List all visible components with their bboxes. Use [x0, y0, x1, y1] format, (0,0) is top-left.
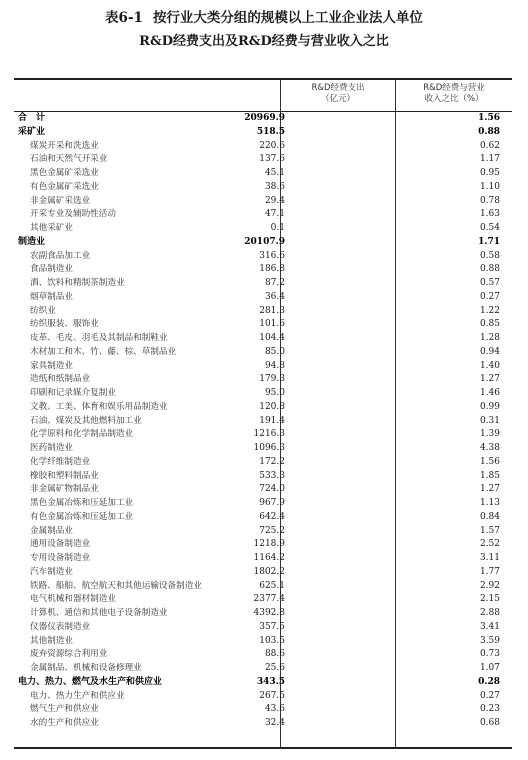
row-rd-ratio: 0.95 — [479, 168, 500, 178]
row-rd-ratio: 2.92 — [479, 580, 500, 591]
row-rd-ratio: 0.57 — [479, 278, 500, 288]
column-header-rd-expenditure-line2: （亿元） — [320, 94, 355, 104]
row-rd-ratio: 0.62 — [479, 140, 500, 151]
row-rd-expenditure: 103.5 — [259, 635, 285, 646]
row-rd-expenditure: 4392.8 — [253, 608, 285, 618]
row-industry-name: 汽车制造业 — [30, 566, 73, 577]
row-rd-ratio: 0.58 — [479, 250, 500, 261]
row-industry-name: 电力、热力生产和供应业 — [30, 690, 125, 701]
row-rd-expenditure: 725.2 — [259, 525, 285, 536]
row-rd-ratio: 1.56 — [478, 113, 500, 123]
table-row — [14, 511, 512, 525]
row-rd-expenditure: 1096.3 — [253, 443, 285, 453]
row-rd-expenditure: 47.1 — [264, 209, 285, 220]
row-industry-name: 造纸和纸制品业 — [30, 374, 91, 385]
row-rd-expenditure: 1802.2 — [253, 566, 285, 577]
row-industry-name: 有色金属矿采选业 — [30, 181, 99, 192]
table-row — [14, 717, 512, 731]
row-rd-expenditure: 87.2 — [264, 278, 285, 288]
row-rd-ratio: 0.23 — [479, 704, 500, 715]
table-row — [14, 525, 512, 539]
row-rd-expenditure: 0.1 — [270, 223, 285, 233]
row-rd-expenditure: 967.9 — [259, 498, 285, 508]
row-rd-expenditure: 179.3 — [259, 374, 285, 385]
row-rd-ratio: 0.54 — [479, 223, 500, 233]
row-industry-name: 化学纤维制造业 — [30, 456, 91, 467]
row-industry-name: 橡胶和塑料制品业 — [30, 470, 99, 481]
row-rd-expenditure: 94.8 — [264, 360, 285, 371]
row-rd-expenditure: 32.4 — [264, 718, 285, 728]
row-rd-ratio: 0.31 — [479, 415, 500, 426]
row-rd-expenditure: 137.6 — [259, 154, 285, 165]
table-row — [14, 470, 512, 484]
row-rd-expenditure: 2377.4 — [253, 594, 285, 605]
table-row — [14, 607, 512, 621]
row-rd-ratio: 3.11 — [479, 553, 500, 563]
row-rd-ratio: 1.13 — [479, 498, 500, 508]
row-rd-expenditure: 38.6 — [264, 181, 285, 192]
table-row — [14, 277, 512, 291]
row-industry-name: 制造业 — [18, 236, 46, 247]
row-rd-expenditure: 186.8 — [259, 264, 285, 275]
row-rd-ratio: 1.10 — [479, 181, 500, 192]
row-industry-name: 印刷和记录媒介复制业 — [30, 388, 116, 398]
table-row — [14, 332, 512, 346]
row-rd-expenditure: 191.4 — [259, 415, 285, 426]
row-industry-name: 金属制品业 — [30, 525, 73, 536]
table-title-line1 — [0, 6, 528, 26]
table-row — [14, 566, 512, 580]
row-rd-expenditure: 533.3 — [259, 470, 285, 481]
row-rd-expenditure: 85.0 — [264, 346, 285, 357]
row-rd-ratio: 0.84 — [479, 511, 500, 522]
row-rd-ratio: 2.88 — [479, 608, 500, 618]
row-rd-ratio: 2.15 — [479, 594, 500, 605]
row-industry-name: 烟草制品业 — [30, 291, 73, 302]
row-rd-expenditure: 20969.9 — [244, 113, 285, 123]
row-rd-ratio: 2.52 — [479, 539, 500, 550]
row-rd-ratio: 1.22 — [479, 305, 500, 316]
row-rd-expenditure: 36.4 — [264, 291, 285, 302]
row-rd-expenditure: 281.3 — [259, 305, 285, 316]
row-rd-ratio: 1.07 — [479, 663, 500, 673]
row-rd-expenditure: 95.0 — [264, 388, 285, 398]
row-rd-ratio: 1.27 — [479, 484, 500, 495]
row-industry-name: 废弃资源综合利用业 — [30, 649, 108, 660]
row-rd-ratio: 1.40 — [479, 360, 500, 371]
row-rd-ratio: 1.57 — [479, 525, 500, 536]
row-industry-name: 通用设备制造业 — [30, 539, 91, 550]
table-row — [14, 593, 512, 607]
row-industry-name: 化学原料和化学制品制造业 — [30, 429, 134, 440]
table-row — [14, 415, 512, 429]
table-row — [14, 250, 512, 264]
table-title-line2: R&D经费支出及R&D经费与营业收入之比 — [139, 34, 389, 49]
row-industry-name: 纺织服装、服饰业 — [30, 319, 99, 330]
row-rd-ratio: 0.28 — [478, 676, 500, 687]
table-row — [14, 346, 512, 360]
row-rd-ratio: 1.77 — [479, 566, 500, 577]
table-row — [14, 291, 512, 305]
row-rd-ratio: 1.28 — [479, 333, 500, 343]
table-row — [14, 497, 512, 511]
row-rd-expenditure: 316.6 — [259, 250, 285, 261]
column-header-rd-ratio-line2: 收入之比（%） — [424, 94, 484, 104]
row-industry-name: 石油、煤炭及其他燃料加工业 — [30, 415, 142, 426]
row-industry-name: 水的生产和供应业 — [30, 718, 99, 728]
column-header-rd-ratio-line1: R&D经费与营业 — [423, 83, 485, 93]
row-rd-expenditure: 20107.9 — [244, 236, 285, 247]
row-rd-ratio: 0.73 — [479, 649, 500, 660]
row-rd-ratio: 3.59 — [479, 635, 500, 646]
table-row — [14, 153, 512, 167]
row-rd-ratio: 0.68 — [479, 718, 500, 728]
row-industry-name: 非金属矿采选业 — [30, 195, 91, 206]
row-rd-expenditure: 357.5 — [259, 621, 285, 632]
table-title-text: 按行业大类分组的规模以上工业企业法人单位 — [152, 10, 423, 26]
row-rd-expenditure: 29.4 — [264, 195, 285, 206]
row-rd-ratio: 1.27 — [479, 374, 500, 385]
table-row — [14, 387, 512, 401]
table-top-rule — [14, 78, 512, 80]
table-row — [14, 222, 512, 236]
row-industry-name: 黑色金属冶炼和压延加工业 — [30, 498, 134, 508]
row-rd-expenditure: 724.0 — [259, 484, 285, 495]
table-row — [14, 140, 512, 154]
row-industry-name: 其他采矿业 — [30, 223, 73, 233]
row-rd-ratio: 1.71 — [478, 236, 500, 247]
row-industry-name: 金属制品、机械和设备修理业 — [30, 663, 142, 673]
row-industry-name: 皮革、毛皮、羽毛及其制品和制鞋业 — [30, 333, 168, 343]
row-rd-ratio: 3.41 — [479, 621, 500, 632]
table-row — [14, 305, 512, 319]
row-rd-ratio: 0.27 — [479, 690, 500, 701]
row-rd-expenditure: 45.1 — [264, 168, 285, 178]
row-rd-ratio: 1.85 — [479, 470, 500, 481]
row-rd-ratio: 0.78 — [479, 195, 500, 206]
row-industry-name: 仪器仪表制造业 — [30, 621, 91, 632]
table-number: 表6-1 — [105, 10, 143, 26]
table-body — [14, 112, 512, 731]
table-row — [14, 112, 512, 126]
table-bottom-rule — [14, 747, 512, 749]
row-industry-name: 燃气生产和供应业 — [30, 704, 99, 715]
table-row — [14, 401, 512, 415]
row-rd-expenditure: 1216.3 — [253, 429, 285, 440]
row-industry-name: 石油和天然气开采业 — [30, 154, 108, 165]
row-rd-ratio: 0.27 — [479, 291, 500, 302]
row-rd-expenditure: 518.5 — [256, 126, 285, 137]
row-industry-name: 计算机、通信和其他电子设备制造业 — [30, 608, 168, 618]
row-rd-expenditure: 172.2 — [259, 456, 285, 467]
row-industry-name: 食品制造业 — [30, 264, 73, 275]
row-rd-expenditure: 120.8 — [259, 401, 285, 412]
row-rd-expenditure: 101.6 — [259, 319, 285, 330]
row-industry-name: 电力、热力、燃气及水生产和供应业 — [18, 676, 163, 687]
table-row — [14, 648, 512, 662]
row-industry-name: 有色金属冶炼和压延加工业 — [30, 511, 134, 522]
row-industry-name: 纺织业 — [30, 305, 56, 316]
row-industry-name: 开采专业及辅助性活动 — [30, 209, 116, 220]
row-rd-ratio: 1.63 — [479, 209, 500, 220]
row-industry-name: 黑色金属矿采选业 — [30, 168, 99, 178]
table-row — [14, 263, 512, 277]
row-rd-expenditure: 1164.2 — [253, 553, 285, 563]
table-row — [14, 456, 512, 470]
table-row — [14, 621, 512, 635]
table-row — [14, 635, 512, 649]
row-rd-ratio: 4.38 — [479, 443, 500, 453]
row-industry-name: 非金属矿物制品业 — [30, 484, 99, 495]
row-rd-expenditure: 267.5 — [259, 690, 285, 701]
row-rd-expenditure: 625.1 — [259, 580, 285, 591]
row-rd-ratio: 0.94 — [479, 346, 500, 357]
row-rd-ratio: 1.39 — [479, 429, 500, 440]
table-row — [14, 181, 512, 195]
row-industry-name: 合 计 — [18, 113, 46, 123]
row-rd-ratio: 0.85 — [479, 319, 500, 330]
row-rd-ratio: 1.56 — [479, 456, 500, 467]
row-rd-expenditure: 642.4 — [259, 511, 285, 522]
row-rd-ratio: 1.17 — [479, 154, 500, 165]
table-row — [14, 580, 512, 594]
table-row — [14, 483, 512, 497]
row-rd-expenditure: 220.6 — [259, 140, 285, 151]
table-row — [14, 538, 512, 552]
table-row — [14, 662, 512, 676]
table-row — [14, 236, 512, 250]
row-industry-name: 农副食品加工业 — [30, 250, 91, 261]
row-rd-ratio: 1.46 — [479, 388, 500, 398]
row-industry-name: 煤炭开采和洗选业 — [30, 140, 99, 151]
table-row — [14, 208, 512, 222]
row-industry-name: 其他制造业 — [30, 635, 73, 646]
table-row — [14, 167, 512, 181]
column-header-rd-expenditure-line1: R&D经费支出 — [311, 83, 365, 93]
column-header-rd-expenditure — [281, 83, 395, 105]
row-industry-name: 家具制造业 — [30, 360, 73, 371]
row-rd-ratio: 0.99 — [479, 401, 500, 412]
table-row — [14, 442, 512, 456]
table-row — [14, 676, 512, 690]
row-industry-name: 采矿业 — [18, 126, 46, 137]
row-rd-ratio: 0.88 — [478, 126, 500, 137]
column-header-rd-ratio — [396, 83, 512, 105]
table-row — [14, 126, 512, 140]
table-row — [14, 552, 512, 566]
row-industry-name: 电气机械和器材制造业 — [30, 594, 116, 605]
row-industry-name: 酒、饮料和精制茶制造业 — [30, 278, 125, 288]
table-row — [14, 690, 512, 704]
row-industry-name: 木材加工和木、竹、藤、棕、草制品业 — [30, 346, 177, 357]
row-rd-ratio: 0.88 — [479, 264, 500, 275]
table-row — [14, 428, 512, 442]
row-industry-name: 文教、工美、体育和娱乐用品制造业 — [30, 401, 168, 412]
row-industry-name: 铁路、船舶、航空航天和其他运输设备制造业 — [30, 580, 202, 591]
table-row — [14, 360, 512, 374]
row-rd-expenditure: 88.6 — [264, 649, 285, 660]
table-row — [14, 318, 512, 332]
table-row — [14, 195, 512, 209]
row-rd-expenditure: 104.4 — [259, 333, 285, 343]
row-industry-name: 专用设备制造业 — [30, 553, 91, 563]
table-row — [14, 703, 512, 717]
row-rd-expenditure: 343.5 — [256, 676, 285, 687]
table-row — [14, 373, 512, 387]
row-rd-expenditure: 1218.9 — [253, 539, 285, 550]
row-rd-expenditure: 43.6 — [264, 704, 285, 715]
row-industry-name: 医药制造业 — [30, 443, 73, 453]
row-rd-expenditure: 25.6 — [264, 663, 285, 673]
